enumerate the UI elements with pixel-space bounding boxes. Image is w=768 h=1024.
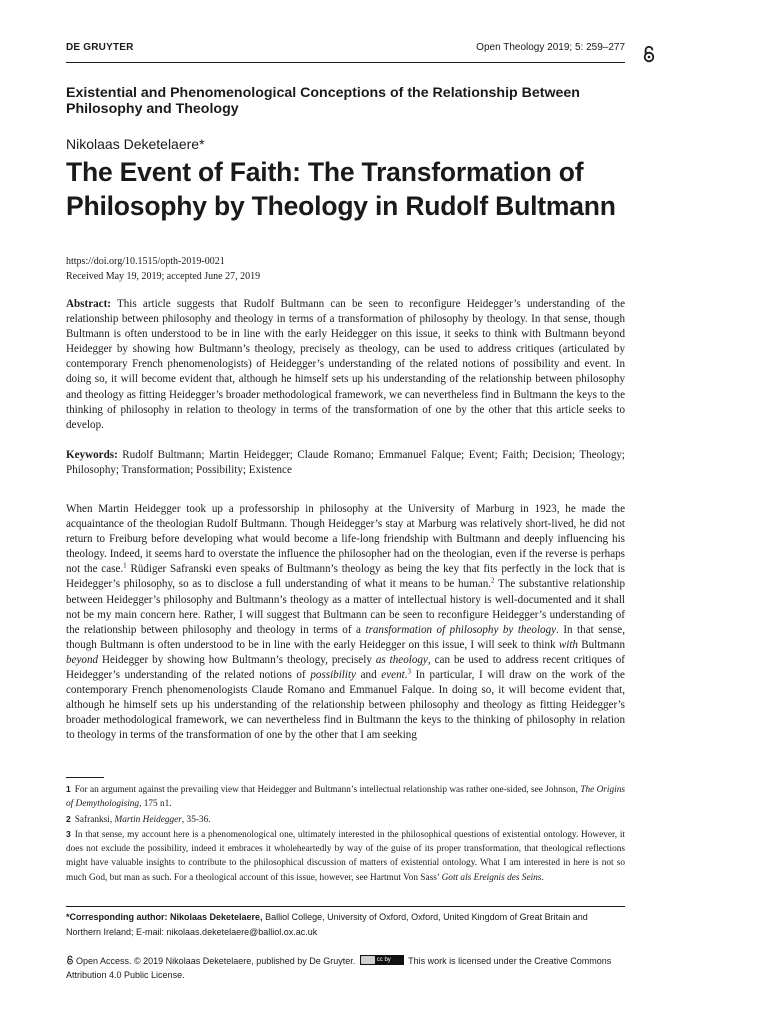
abstract-text: This article suggests that Rudolf Bultmann can be seen to reconfigure Heidegger’s understanding of the relationship between philosophy and theology in terms of a transformation of philosophy by theology. In that sense, though Bultmann is often understood to be in line with the early Heidegger on this issue, it seeks to think with Bultmann beyond Heidegger by showing how Bultmann’s theology, precisely as theology, can be used to address critiques (articulated by contemporary French phenomenologists) of Heidegger’s understanding of the related notions of possibility and event. In doing so, it will become evident that, although he himself sets up his understanding of the relationship between philosophy and theology as fitting Heidegger’s broader methodological framework, we can nevertheless find in Bultmann the keys to the thinking of philosophy in relation to theology in terms of the transformation of one by the other that this article seeks to develop. (66, 298, 625, 431)
body-text-run: Bultmann (577, 638, 625, 651)
body-text-run: Rüdiger Safranski even speaks of Bultmann’s theology as being the key that fits perfectly in the lock that is Heidegger’s philosophy, so as to disclose a full understanding of what it means to be human. (66, 563, 625, 591)
publisher-name: DE GRUYTER (66, 42, 134, 53)
article-title-line: Philosophy by Theology in Rudolf Bultmann (66, 191, 616, 221)
footnotes (66, 782, 625, 885)
cc-icon (361, 956, 375, 964)
running-header (66, 42, 625, 63)
body-text-run: In particular, I will draw on the work of the contemporary French phenomenologists Claude Romano and Emmanuel Falque. In doing so, it will become evident that, although he himself sets up his understanding of the relationship between philosophy and theology as fitting Heidegger’s broader methodological framework, we can nevertheless find in Bultmann the keys to the thinking of philosophy in relation to theology in terms of the transformation of one by the other that I am seeking (66, 669, 625, 742)
footnote-citation-title: The Origins of Demythologising (66, 785, 626, 810)
section-title: Existential and Phenomenological Conceptions of the Relationship Between Philosophy and Theology (66, 85, 580, 117)
footnote-text: . (541, 872, 544, 883)
footnote-text: In that sense, my account here is a phenomenological one, ultimately interested in the philosophical questions of existential ontology. However, it does not exclude the possibility, indeed it embraces it wholeheartedly by way of the guise of its proper transformation, that theological reflections might have valuable insights to contribute to the philosophical discussion of matters of existential ontology. What I am interested in here is not so much God, but man as such. For a theological account of this issue, however, see Hartmut Von Sass’ (66, 829, 625, 883)
keywords-label: Keywords: (66, 449, 118, 461)
footnote-item (66, 812, 625, 827)
corresponding-divider (66, 906, 625, 907)
cc-by-license-badge-icon[interactable] (360, 955, 404, 965)
license-statement (66, 954, 625, 982)
body-emphasis: transformation of philosophy by theology (365, 623, 557, 636)
footnote-citation-title: Gott als Ereignis des Seins (441, 872, 542, 883)
abstract-label: Abstract: (66, 298, 111, 310)
footnote-ref-2[interactable]: 2 (491, 576, 495, 585)
open-access-icon (66, 955, 74, 965)
cc-badge-text: cc by (376, 957, 391, 963)
body-emphasis: event (381, 669, 405, 682)
footnote-citation-title: Martin Heidegger (114, 814, 182, 825)
footnote-number: 3 (66, 828, 71, 839)
footnote-text: Safranksi, (74, 814, 115, 825)
body-emphasis: as theology (375, 653, 428, 666)
body-text-run: Heidegger by showing how Bultmann’s theology, precisely (98, 653, 376, 666)
footnote-ref-3[interactable]: 3 (407, 667, 411, 676)
article-title-line: The Event of Faith: The Transformation of (66, 157, 584, 187)
open-access-lock-icon (642, 45, 656, 63)
doi-link[interactable]: https://doi.org/10.1515/opth-2019-0021 (66, 256, 225, 267)
footnote-text: , 35-36. (181, 814, 211, 825)
license-prefix: Open Access. © 2019 Nikolaas Deketelaere, published by De Gruyter. (76, 956, 356, 966)
corresponding-label: *Corresponding author: Nikolaas Deketelaere, (66, 912, 263, 922)
corresponding-author (66, 910, 625, 939)
body-text-run: and (355, 669, 382, 682)
body-text-run: When Martin Heidegger took up a professorship in philosophy at the University of Marburg in 1923, he made the acquaintance of the theologian Rudolf Bultmann. Though Heidegger’s stay at Marburg was relatively short-lived, he did not return to Freiburg before developing what would become a life-long friendship with Bultmann and deeply influencing his theology. Indeed, it seems hard to overstate the influence the philosopher had on the theologian, even if the reverse is perhaps not the case. (66, 503, 625, 576)
body-text-run: The substantive relationship between Heidegger’s philosophy and Bultmann’s theology as a matter of intellectual history is well-documented and it shall not be my main concern here. Rather, I will suggest that Bultmann can be seen to reconfigure Heidegger’s understanding of the relationship between philosophy and theology in terms of a (66, 578, 625, 636)
body-text-run: . In that sense, though Bultmann is often understood to be in line with the early Heidegger on this issue, I will seek to think (66, 623, 625, 651)
footnote-ref-1[interactable]: 1 (123, 561, 127, 570)
corresponding-details: Balliol College, University of Oxford, Oxford, United Kingdom of Great Britain and Northern Ireland; E-mail: nikolaas.deketelaere@balliol.ox.ac.uk (66, 912, 588, 937)
article-title (66, 155, 625, 223)
body-paragraph (66, 502, 625, 744)
footnote-item (66, 827, 625, 885)
footnote-item (66, 782, 625, 812)
footnote-text: For an argument against the prevailing view that Heidegger and Bultmann’s intellectual relationship was rather one-sided, see Johnson, (74, 785, 581, 795)
abstract (66, 297, 625, 433)
body-emphasis: possibility (310, 669, 356, 682)
body-text-run: . (404, 669, 408, 682)
journal-reference: Open Theology 2019; 5: 259–277 (476, 42, 625, 53)
license-text: This work is licensed under the Creative Commons Attribution 4.0 Public License. (66, 956, 612, 980)
footnote-number: 2 (66, 813, 71, 824)
received-dates: Received May 19, 2019; accepted June 27, 2019 (66, 271, 261, 282)
body-text-run: , can be used to address recent critiques of Heidegger’s understanding of the related notions of (66, 653, 625, 682)
author-name: Nikolaas Deketelaere* (66, 136, 205, 152)
footnote-number: 1 (66, 784, 71, 794)
footnote-text: , 175 n1. (139, 799, 172, 810)
keywords (66, 448, 625, 478)
keywords-text: Rudolf Bultmann; Martin Heidegger; Claude Romano; Emmanuel Falque; Event; Faith; Decision; Theology; Philosophy; Transformation; Possibility; Existence (66, 449, 625, 477)
body-emphasis: with (558, 638, 578, 651)
footnote-divider (66, 777, 104, 778)
body-emphasis: beyond (66, 653, 99, 666)
